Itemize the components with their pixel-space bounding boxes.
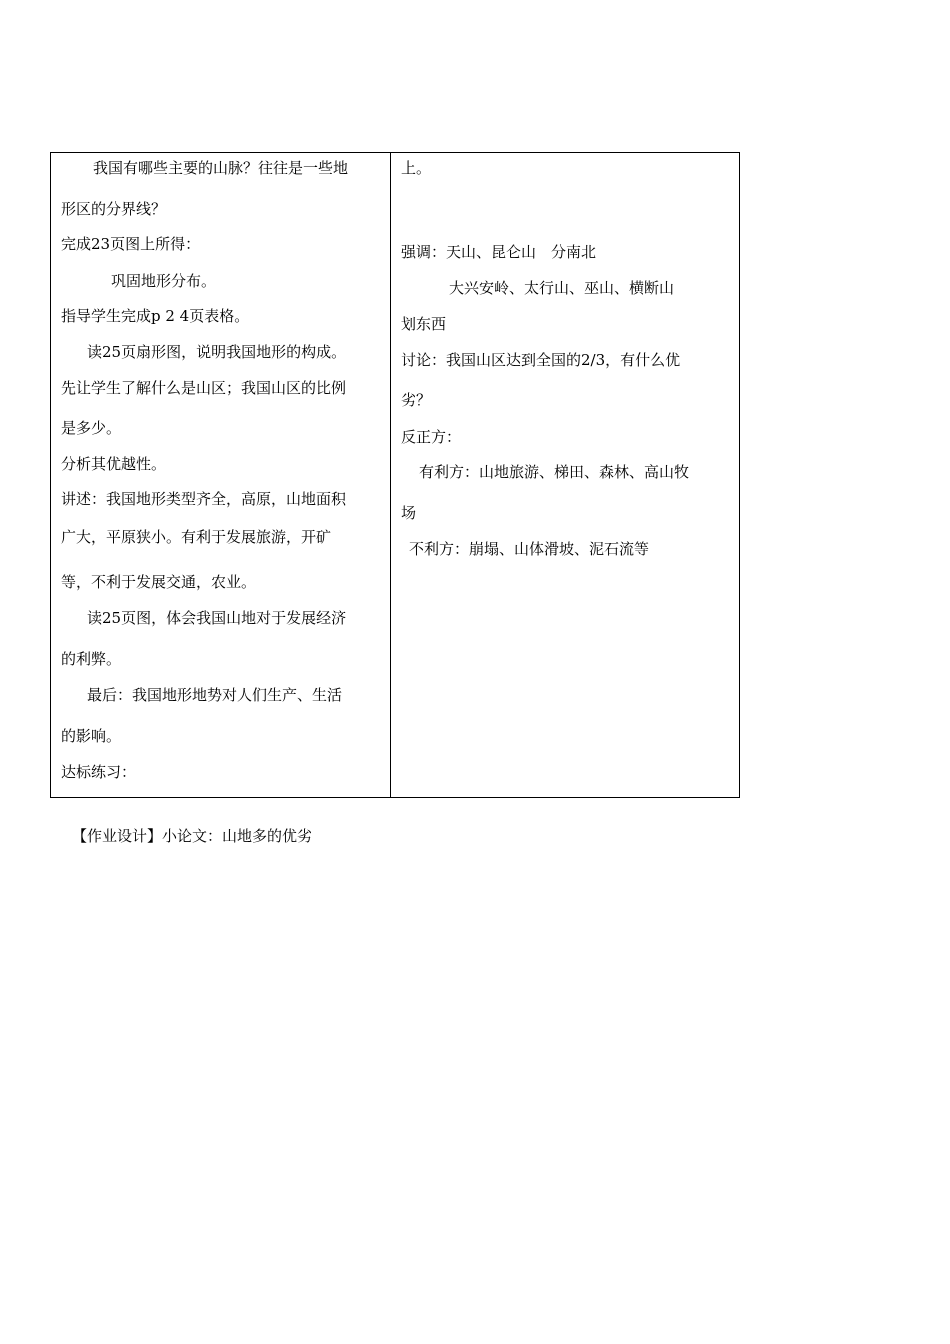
left-line: 是多少。 (61, 419, 122, 437)
homework-design: 【作业设计】小论文：山地多的优劣 (72, 827, 313, 845)
right-line: 劣？ (401, 391, 432, 409)
right-line: 不利方：崩塌、山体滑坡、泥石流等 (409, 540, 650, 558)
right-line: 上。 (401, 159, 432, 177)
right-line: 有利方：山地旅游、梯田、森林、高山牧 (419, 463, 690, 481)
left-line: 达标练习： (61, 763, 137, 781)
left-line: 的影响。 (61, 727, 122, 745)
left-line: 巩固地形分布。 (111, 272, 217, 290)
left-line: 讲述：我国地形类型齐全，高原，山地面积 (61, 490, 347, 508)
right-line: 大兴安岭、太行山、巫山、横断山 (449, 279, 675, 297)
left-line: 指导学生完成p 2 4页表格。 (61, 307, 250, 325)
left-line: 的利弊。 (61, 650, 122, 668)
left-line: 最后：我国地形地势对人们生产、生活 (87, 686, 343, 704)
right-line: 划东西 (401, 315, 447, 333)
right-line: 强调：天山、昆仑山 分南北 (401, 243, 597, 261)
right-line: 场 (401, 504, 417, 522)
lesson-table (50, 152, 740, 798)
left-line: 形区的分界线？ (61, 200, 167, 218)
left-line: 我国有哪些主要的山脉？往往是一些地 (93, 159, 349, 177)
left-line: 读25页扇形图，说明我国地形的构成。 (87, 343, 347, 361)
left-line: 广大，平原狭小。有利于发展旅游，开矿 (61, 528, 332, 546)
left-line: 等，不利于发展交通，农业。 (61, 573, 257, 591)
left-line: 读25页图，体会我国山地对于发展经济 (87, 609, 347, 627)
left-line: 完成23页图上所得： (61, 235, 201, 253)
left-line: 先让学生了解什么是山区；我国山区的比例 (61, 379, 347, 397)
column-divider (390, 153, 391, 797)
right-line: 讨论：我国山区达到全国的2/3，有什么优 (401, 351, 681, 369)
left-line: 分析其优越性。 (61, 455, 167, 473)
right-line: 反正方： (401, 428, 462, 446)
